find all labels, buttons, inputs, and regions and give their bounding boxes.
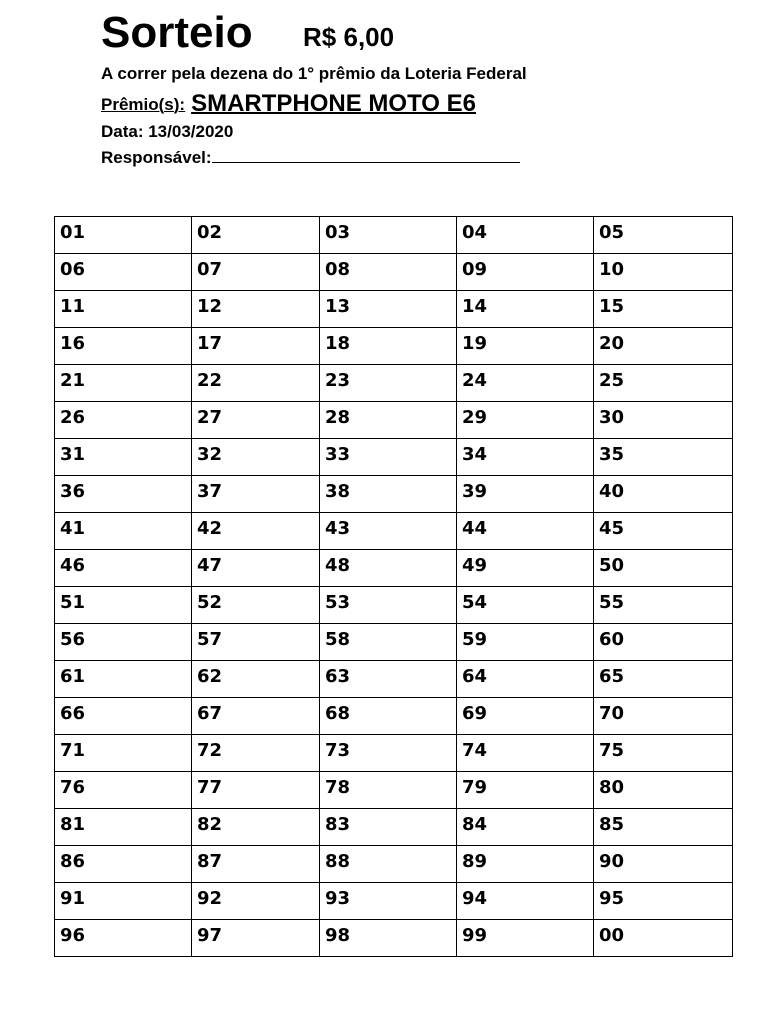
- number-cell[interactable]: 03: [320, 217, 457, 254]
- number-cell[interactable]: 77: [192, 772, 320, 809]
- number-cell[interactable]: 89: [457, 846, 594, 883]
- number-cell[interactable]: 93: [320, 883, 457, 920]
- grid-row: [55, 772, 733, 809]
- number-cell[interactable]: 67: [192, 698, 320, 735]
- number-cell[interactable]: 75: [594, 735, 733, 772]
- prize-label: Prêmio(s):: [101, 95, 186, 114]
- number-cell[interactable]: 91: [55, 883, 192, 920]
- number-cell[interactable]: 64: [457, 661, 594, 698]
- number-cell[interactable]: 82: [192, 809, 320, 846]
- number-cell[interactable]: 69: [457, 698, 594, 735]
- number-cell[interactable]: 49: [457, 550, 594, 587]
- grid-row: [55, 254, 733, 291]
- number-cell[interactable]: 97: [192, 920, 320, 957]
- number-cell[interactable]: 72: [192, 735, 320, 772]
- number-cell[interactable]: 54: [457, 587, 594, 624]
- number-cell[interactable]: 63: [320, 661, 457, 698]
- prize-line: [101, 89, 476, 117]
- number-cell[interactable]: 84: [457, 809, 594, 846]
- number-cell[interactable]: 35: [594, 439, 733, 476]
- grid-row: [55, 920, 733, 957]
- number-cell[interactable]: 48: [320, 550, 457, 587]
- number-cell[interactable]: 16: [55, 328, 192, 365]
- number-cell[interactable]: 95: [594, 883, 733, 920]
- number-cell[interactable]: 01: [55, 217, 192, 254]
- number-cell[interactable]: 30: [594, 402, 733, 439]
- grid-row: [55, 735, 733, 772]
- number-cell[interactable]: 80: [594, 772, 733, 809]
- number-cell[interactable]: 38: [320, 476, 457, 513]
- number-cell[interactable]: 50: [594, 550, 733, 587]
- number-cell[interactable]: 96: [55, 920, 192, 957]
- title-row: [101, 8, 394, 58]
- grid-row: [55, 402, 733, 439]
- number-cell[interactable]: 83: [320, 809, 457, 846]
- number-cell[interactable]: 27: [192, 402, 320, 439]
- number-cell[interactable]: 68: [320, 698, 457, 735]
- number-cell[interactable]: 11: [55, 291, 192, 328]
- number-cell[interactable]: 65: [594, 661, 733, 698]
- number-grid-body: [55, 217, 733, 957]
- grid-row: [55, 883, 733, 920]
- number-cell[interactable]: 61: [55, 661, 192, 698]
- number-cell[interactable]: 87: [192, 846, 320, 883]
- number-cell[interactable]: 47: [192, 550, 320, 587]
- number-cell[interactable]: 39: [457, 476, 594, 513]
- number-cell[interactable]: 88: [320, 846, 457, 883]
- number-cell[interactable]: 00: [594, 920, 733, 957]
- grid-row: [55, 809, 733, 846]
- number-cell[interactable]: 46: [55, 550, 192, 587]
- number-cell[interactable]: 71: [55, 735, 192, 772]
- grid-row: [55, 328, 733, 365]
- grid-row: [55, 661, 733, 698]
- number-cell[interactable]: 09: [457, 254, 594, 291]
- grid-row: [55, 476, 733, 513]
- number-cell[interactable]: 66: [55, 698, 192, 735]
- number-cell[interactable]: 53: [320, 587, 457, 624]
- number-cell[interactable]: 70: [594, 698, 733, 735]
- number-cell[interactable]: 36: [55, 476, 192, 513]
- number-cell[interactable]: 44: [457, 513, 594, 550]
- number-cell[interactable]: 55: [594, 587, 733, 624]
- number-cell[interactable]: 60: [594, 624, 733, 661]
- grid-row: [55, 587, 733, 624]
- grid-row: [55, 439, 733, 476]
- number-cell[interactable]: 13: [320, 291, 457, 328]
- number-cell[interactable]: 07: [192, 254, 320, 291]
- ticket-price: R$ 6,00: [303, 22, 395, 52]
- number-cell[interactable]: 12: [192, 291, 320, 328]
- draw-date: Data: 13/03/2020: [101, 122, 234, 141]
- prize-value: SMARTPHONE MOTO E6: [191, 90, 476, 117]
- number-cell[interactable]: 33: [320, 439, 457, 476]
- number-cell[interactable]: 02: [192, 217, 320, 254]
- number-cell[interactable]: 62: [192, 661, 320, 698]
- number-cell[interactable]: 31: [55, 439, 192, 476]
- number-cell[interactable]: 98: [320, 920, 457, 957]
- number-cell[interactable]: 90: [594, 846, 733, 883]
- number-cell[interactable]: 41: [55, 513, 192, 550]
- grid-row: [55, 513, 733, 550]
- number-cell[interactable]: 06: [55, 254, 192, 291]
- number-cell[interactable]: 42: [192, 513, 320, 550]
- number-cell[interactable]: 20: [594, 328, 733, 365]
- number-cell[interactable]: 57: [192, 624, 320, 661]
- number-cell[interactable]: 94: [457, 883, 594, 920]
- number-cell[interactable]: 37: [192, 476, 320, 513]
- number-cell[interactable]: 78: [320, 772, 457, 809]
- number-cell[interactable]: 79: [457, 772, 594, 809]
- number-cell[interactable]: 22: [192, 365, 320, 402]
- number-cell[interactable]: 21: [55, 365, 192, 402]
- number-cell[interactable]: 45: [594, 513, 733, 550]
- number-cell[interactable]: 26: [55, 402, 192, 439]
- number-cell[interactable]: 81: [55, 809, 192, 846]
- grid-row: [55, 365, 733, 402]
- number-cell[interactable]: 73: [320, 735, 457, 772]
- grid-row: [55, 291, 733, 328]
- number-cell[interactable]: 10: [594, 254, 733, 291]
- responsible-line: [101, 147, 520, 168]
- number-cell[interactable]: 86: [55, 846, 192, 883]
- number-cell[interactable]: 18: [320, 328, 457, 365]
- number-cell[interactable]: 05: [594, 217, 733, 254]
- number-cell[interactable]: 85: [594, 809, 733, 846]
- number-cell[interactable]: 17: [192, 328, 320, 365]
- number-cell[interactable]: 74: [457, 735, 594, 772]
- number-cell[interactable]: 19: [457, 328, 594, 365]
- page-title: Sorteio: [101, 8, 253, 57]
- number-cell[interactable]: 58: [320, 624, 457, 661]
- grid-row: [55, 846, 733, 883]
- number-cell[interactable]: 14: [457, 291, 594, 328]
- number-cell[interactable]: 43: [320, 513, 457, 550]
- number-cell[interactable]: 51: [55, 587, 192, 624]
- signature-blank: [212, 147, 520, 163]
- grid-row: [55, 550, 733, 587]
- number-cell[interactable]: 29: [457, 402, 594, 439]
- number-cell[interactable]: 25: [594, 365, 733, 402]
- number-cell[interactable]: 59: [457, 624, 594, 661]
- grid-row: [55, 624, 733, 661]
- number-cell[interactable]: 40: [594, 476, 733, 513]
- responsible-label: Responsável:: [101, 148, 212, 167]
- number-cell[interactable]: 28: [320, 402, 457, 439]
- number-cell[interactable]: 56: [55, 624, 192, 661]
- number-cell[interactable]: 15: [594, 291, 733, 328]
- draw-rule: A correr pela dezena do 1° prêmio da Loteria Federal: [101, 64, 527, 83]
- number-cell[interactable]: 99: [457, 920, 594, 957]
- number-cell[interactable]: 24: [457, 365, 594, 402]
- number-cell[interactable]: 04: [457, 217, 594, 254]
- number-cell[interactable]: 34: [457, 439, 594, 476]
- grid-row: [55, 698, 733, 735]
- number-grid: [54, 216, 733, 957]
- number-cell[interactable]: 76: [55, 772, 192, 809]
- number-cell[interactable]: 32: [192, 439, 320, 476]
- number-cell[interactable]: 52: [192, 587, 320, 624]
- number-cell[interactable]: 23: [320, 365, 457, 402]
- number-cell[interactable]: 08: [320, 254, 457, 291]
- number-cell[interactable]: 92: [192, 883, 320, 920]
- grid-row: [55, 217, 733, 254]
